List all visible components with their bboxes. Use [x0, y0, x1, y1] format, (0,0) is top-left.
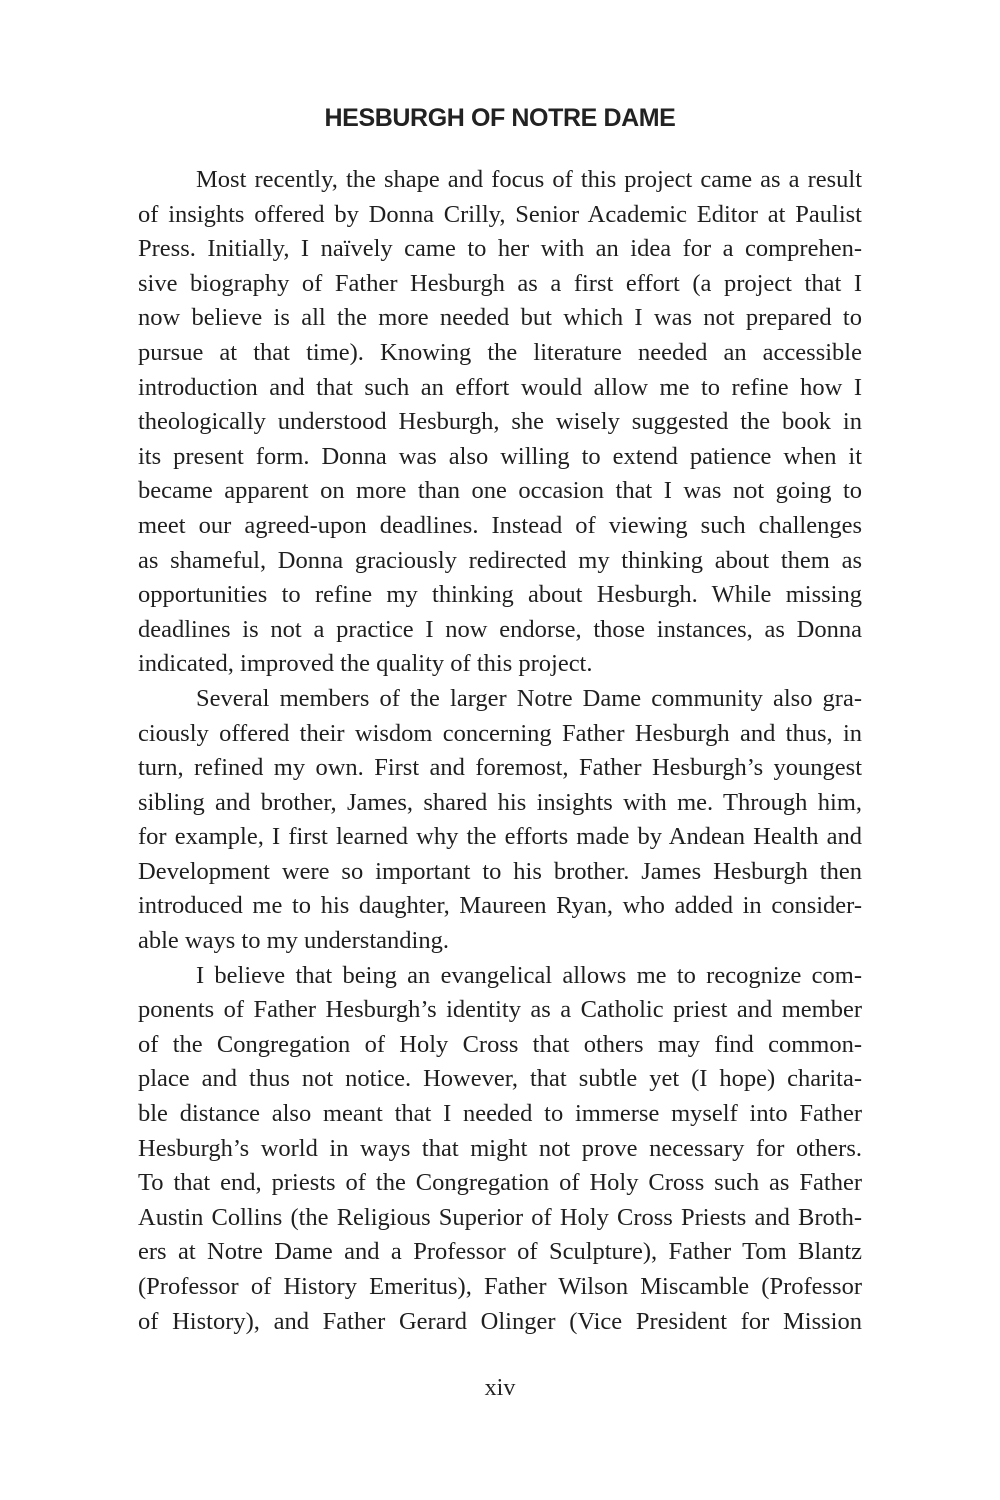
- text-line: of insights offered by Donna Crilly, Senior Academic Editor at Paulist: [138, 200, 862, 228]
- text-line: ble distance also meant that I needed to immerse myself into Father: [138, 1100, 862, 1128]
- text-line: Development were so important to his brother. James Hesburgh then: [138, 857, 862, 885]
- text-line: Press. Initially, I naïvely came to her with an idea for a comprehen-: [138, 235, 862, 263]
- text-line: its present form. Donna was also willing to extend patience when it: [138, 442, 862, 470]
- page-number: xiv: [484, 1375, 516, 1401]
- text-line: as shameful, Donna graciously redirected my thinking about them as: [138, 546, 862, 574]
- paragraph: [138, 959, 862, 1340]
- text-line: of the Congregation of Holy Cross that others may find common-: [138, 1030, 862, 1058]
- text-line: (Professor of History Emeritus), Father Wilson Miscamble (Professor: [138, 1273, 862, 1300]
- text-line: ers at Notre Dame and a Professor of Sculpture), Father Tom Blantz: [138, 1238, 862, 1266]
- text-line: now believe is all the more needed but which I was not prepared to: [138, 304, 862, 332]
- text-line: indicated, improved the quality of this project.: [138, 650, 593, 678]
- text-line: pursue at that time). Knowing the literature needed an accessible: [138, 338, 862, 366]
- text-line: Hesburgh’s world in ways that might not prove necessary for others.: [138, 1134, 862, 1162]
- text-line: for example, I first learned why the efforts made by Andean Health and: [138, 823, 862, 851]
- body-text: [138, 163, 862, 1339]
- paragraph: [138, 682, 862, 959]
- text-line: sive biography of Father Hesburgh as a first effort (a project that I: [138, 269, 862, 297]
- running-head: HESBURGH OF NOTRE DAME: [324, 104, 676, 132]
- text-line: To that end, priests of the Congregation of Holy Cross such as Father: [138, 1169, 862, 1197]
- text-line: I believe that being an evangelical allows me to recognize com-: [196, 961, 862, 989]
- text-line: ciously offered their wisdom concerning Father Hesburgh and thus, in: [138, 719, 862, 747]
- text-line: opportunities to refine my thinking about Hesburgh. While missing: [138, 581, 862, 609]
- text-line: Several members of the larger Notre Dame community also gra-: [196, 684, 862, 712]
- text-line: ponents of Father Hesburgh’s identity as a Catholic priest and member: [138, 996, 862, 1024]
- text-line: introduction and that such an effort would allow me to refine how I: [138, 373, 862, 401]
- text-line: theologically understood Hesburgh, she wisely suggested the book in: [138, 408, 862, 436]
- text-line: introduced me to his daughter, Maureen Ryan, who added in consider-: [138, 892, 862, 920]
- text-line: Austin Collins (the Religious Superior of Holy Cross Priests and Broth-: [138, 1203, 862, 1231]
- text-line: of History), and Father Gerard Olinger (Vice President for Mission: [138, 1307, 862, 1335]
- text-line: Most recently, the shape and focus of this project came as a result: [196, 166, 862, 193]
- text-line: able ways to my understanding.: [138, 927, 449, 955]
- text-line: turn, refined my own. First and foremost, Father Hesburgh’s youngest: [138, 754, 862, 782]
- text-line: became apparent on more than one occasion that I was not going to: [138, 477, 862, 505]
- text-line: sibling and brother, James, shared his insights with me. Through him,: [138, 788, 862, 816]
- paragraph: [138, 163, 862, 682]
- text-line: meet our agreed-upon deadlines. Instead of viewing such challenges: [138, 511, 862, 539]
- text-line: deadlines is not a practice I now endorse, those instances, as Donna: [138, 615, 862, 643]
- text-line: place and thus not notice. However, that subtle yet (I hope) charita-: [138, 1065, 862, 1093]
